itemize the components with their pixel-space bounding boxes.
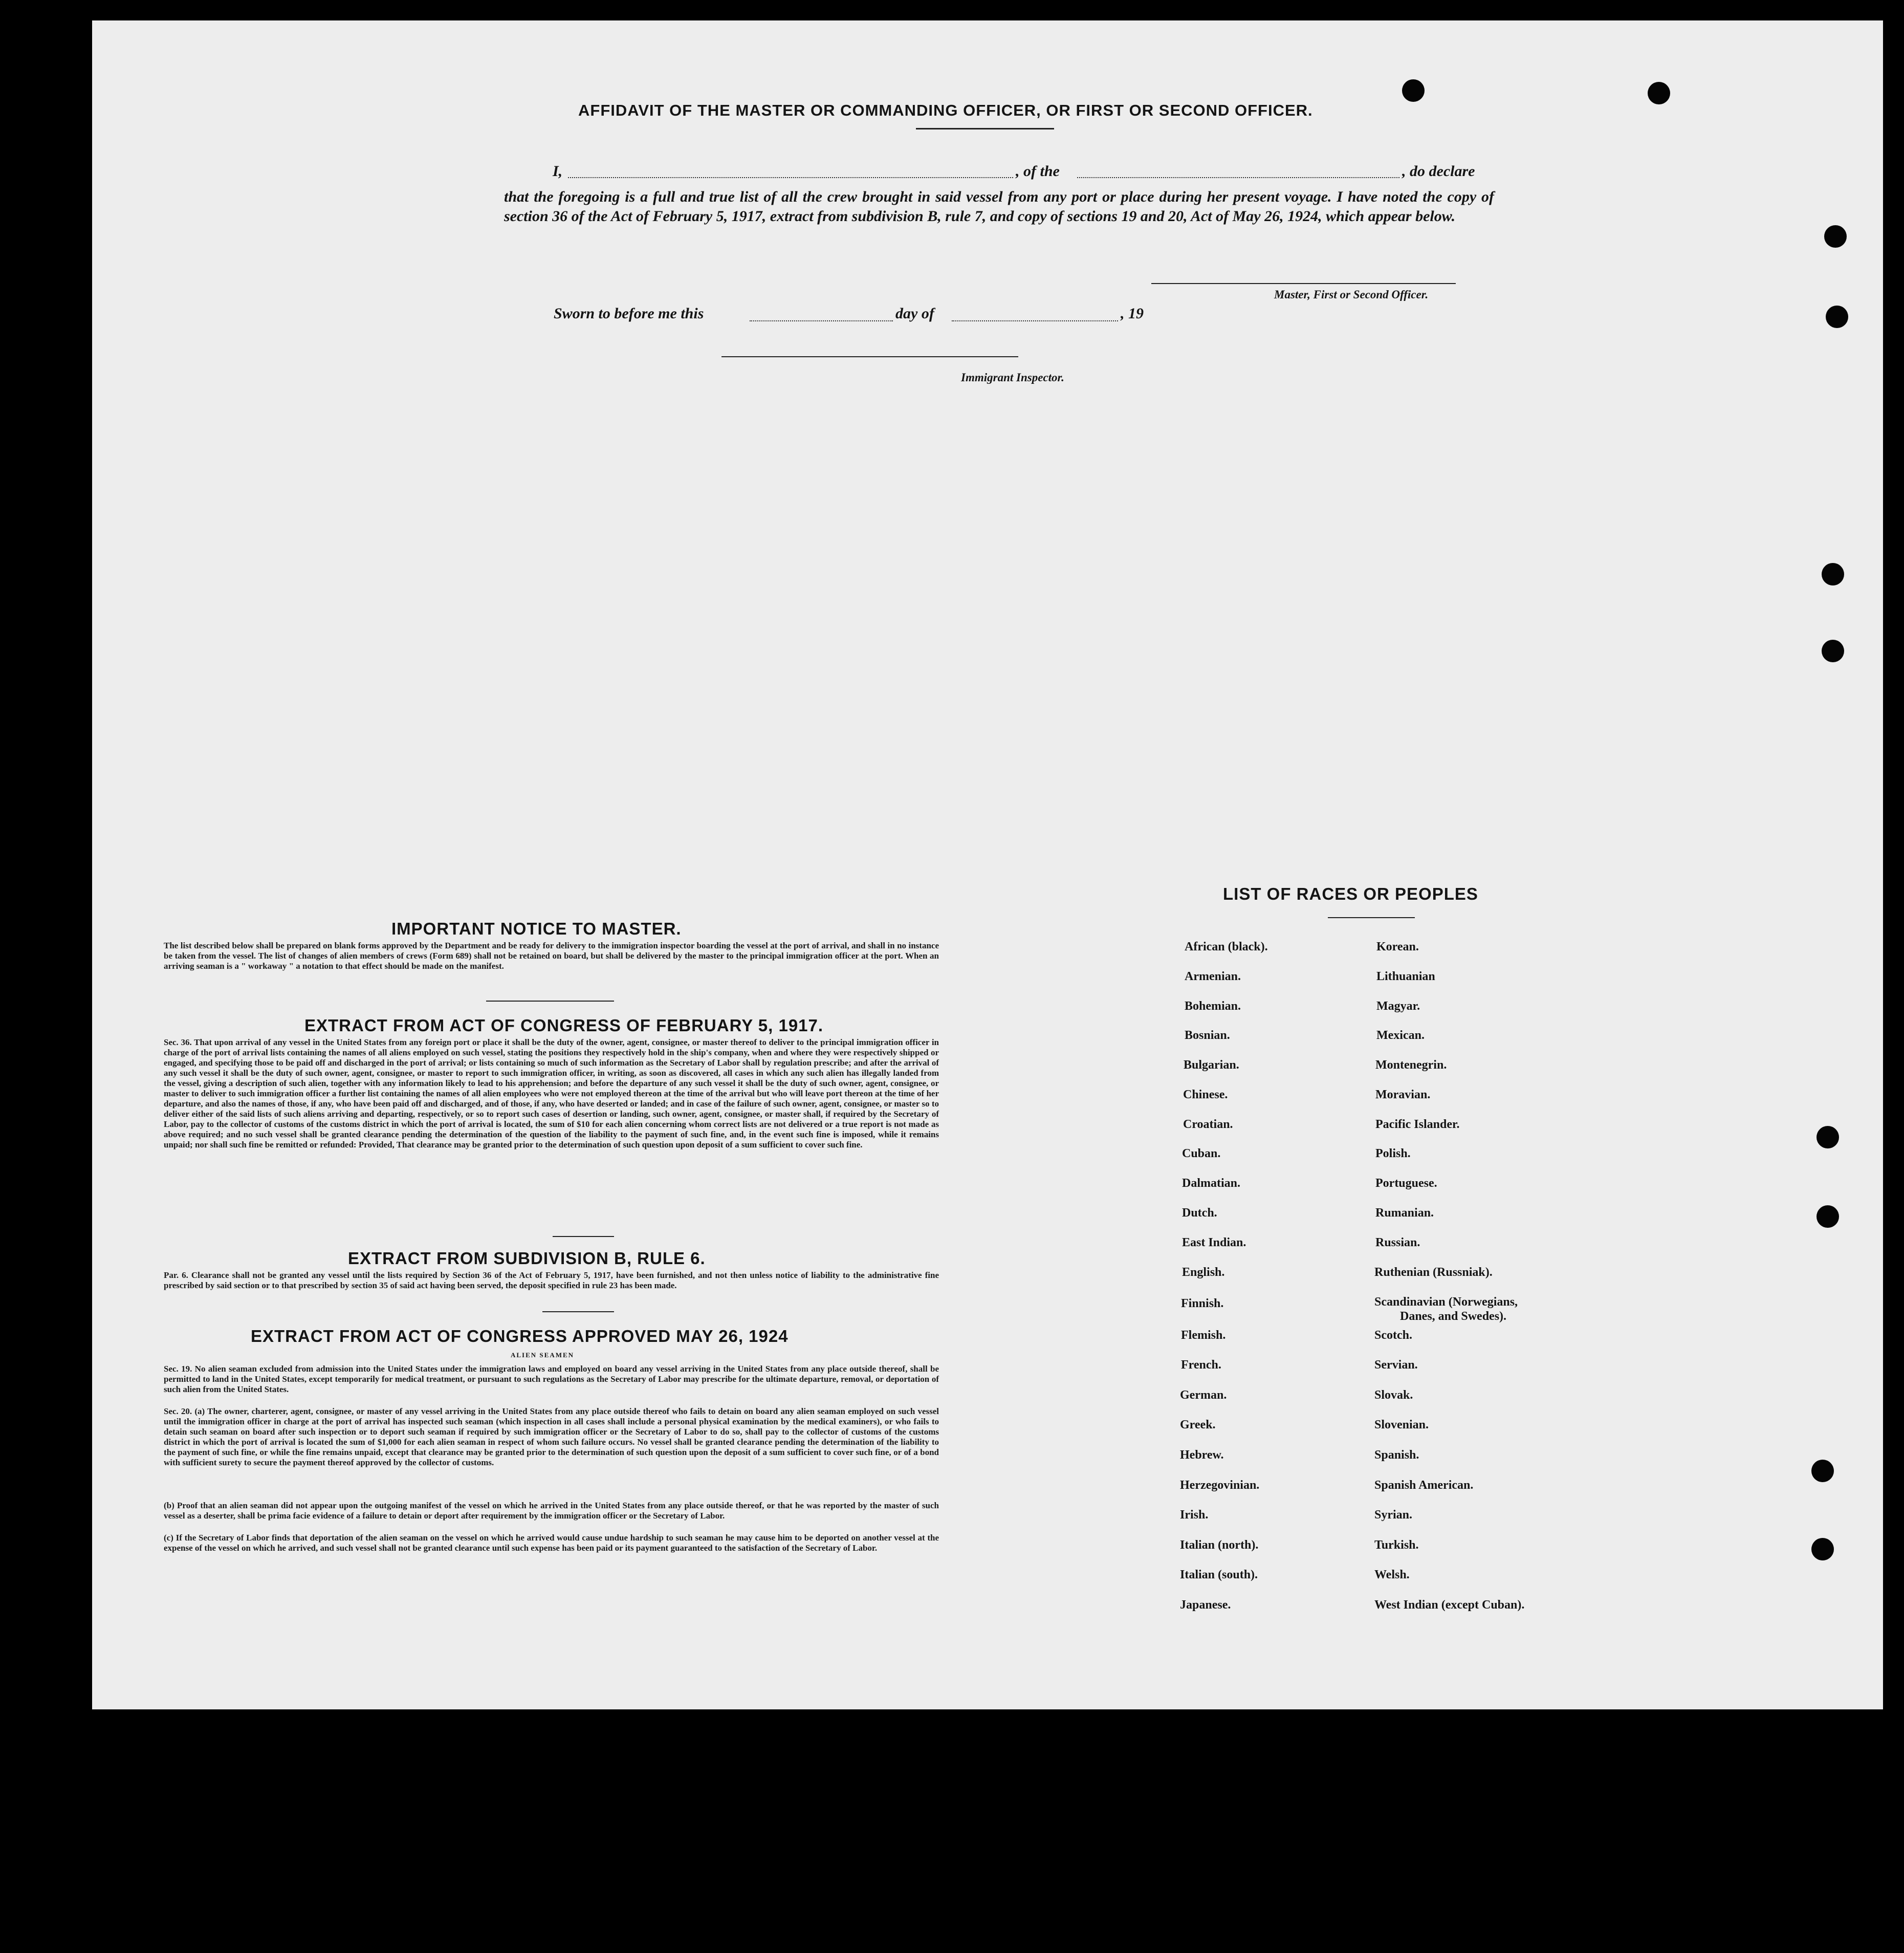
race-item: Dutch. [1182,1206,1217,1220]
notice-title: IMPORTANT NOTICE TO MASTER. [391,919,682,938]
notice-text: The list described below shall be prepared on blank forms approved by the Department and be ready for delivery to the immigration inspector boarding the vessel at the port of arrival, and shall in no instance be taken from the vessel. The list of changes of alien members of crews (Form 689) shall not be retained on board, but shall be delivered by the master to the principal immigration officer at the port. When an arriving seaman is a " workaway " a notation to that effect should be made on the manifest. [164,941,939,971]
extract-rule6-text: Par. 6. Clearance shall not be granted any vessel until the lists required by Section 36 of the Act of February 5, 1917, have been furnished, and not then unless notice of liability to the administrative fine prescribed by said section or to that prescribed by section 35 of said act having been served, the deposit specified in rule 23 has been made. [164,1270,939,1290]
master-signature-label: Master, First or Second Officer. [1274,288,1429,301]
sworn-prefix: Sworn to before me this [554,305,704,322]
affidavit-do-declare: , do declare [1402,163,1475,180]
race-item: Flemish. [1181,1329,1226,1342]
race-item: Irish. [1180,1508,1209,1522]
race-item: Polish. [1375,1147,1411,1160]
race-item: Spanish American. [1374,1479,1474,1492]
race-item: Scotch. [1374,1329,1412,1342]
extract-1917-title: EXTRACT FROM ACT OF CONGRESS OF FEBRUARY 5, 1917. [304,1016,824,1035]
race-item: French. [1181,1358,1221,1372]
race-item: African (black). [1185,940,1268,953]
sec20a-text: Sec. 20. (a) The owner, charterer, agent, consignee, or master of any vessel arriving in the United States from any place outside thereof who fails to detain on board any alien seaman employed on such vessel until the immigration officer in charge at the port of arrival has inspected such seaman (which inspection in all cases shall include a personal physical examination by the medical examiners), or who fails to detain such seaman on board after such inspection or to deport such seaman if required by such immigration officer or the Secretary of Labor to do so, shall pay to the collector of customs of the customs district in which the port of arrival is located the sum of $1,000 for each alien seaman in respect of whom such failure occurs. No vessel shall be granted clearance pending the determination of the liability to the payment of such fine, or while the fine remains unpaid, except that clearance may be granted prior to the determination of such question upon the deposit of a sum sufficient to cover such fine, or of a bond with sufficient surety to secure the payment thereof approved by the collector of customs. [164,1406,939,1467]
notice-rule [486,1001,614,1002]
punch-hole [1811,1460,1834,1482]
race-item: Croatian. [1183,1118,1233,1131]
race-item: German. [1180,1388,1227,1402]
extract-1917-rule [553,1236,614,1237]
day-fill-line [750,320,893,321]
race-item: Scandinavian (Norwegians, [1374,1295,1518,1309]
affidavit-title-rule [916,128,1054,129]
race-item: Russian. [1375,1236,1420,1249]
race-item: Greek. [1180,1418,1216,1431]
race-item: Bosnian. [1185,1029,1230,1042]
inspector-signature-line [721,356,1018,357]
race-item: Armenian. [1185,970,1241,983]
race-item: Ruthenian (Russniak). [1374,1266,1493,1279]
race-item: Servian. [1374,1358,1418,1372]
race-item: Dalmatian. [1182,1177,1240,1190]
race-item: Magyar. [1376,1000,1420,1013]
race-item: Montenegrin. [1375,1058,1447,1072]
sec20c-text: (c) If the Secretary of Labor finds that deportation of the alien seaman on the vessel on which he arrived would cause undue hardship to such seaman he may cause him to be deported on another vessel at the expense of the vessel on which he arrived, and such vessel shall not be granted clearance until such expense has been paid or its payment guaranteed to the satisfaction of the Secretary of Labor. [164,1533,939,1553]
punch-hole [1817,1126,1839,1148]
race-item: Slovenian. [1374,1418,1429,1431]
race-item: Mexican. [1376,1029,1425,1042]
race-item: English. [1182,1266,1225,1279]
punch-hole [1822,640,1844,662]
race-item: Pacific Islander. [1375,1118,1460,1131]
extract-rule6-rule [542,1311,614,1312]
punch-hole [1826,306,1848,328]
race-item: Italian (south). [1180,1568,1258,1581]
punch-hole [1817,1205,1839,1228]
extract-1924-title: EXTRACT FROM ACT OF CONGRESS APPROVED MAY 26, 1924 [251,1327,789,1346]
race-item: Welsh. [1374,1568,1410,1581]
day-of: day of [895,305,934,322]
affidavit-title: AFFIDAVIT OF THE MASTER OR COMMANDING OFFICER, OR FIRST OR SECOND OFFICER. [578,101,1313,119]
sec19-text: Sec. 19. No alien seaman excluded from admission into the United States under the immigration laws and employed on board any vessel arriving in the United States from any place outside thereof, shall be permitted to land in the United States, except temporarily for medical treatment, or pursuant to such regulations as the Secretary of Labor may prescribe for the ultimate departure, removal, or deportation of such alien from the United States. [164,1364,939,1394]
affidavit-i: I, [553,163,563,180]
vessel-fill-line [1077,177,1399,178]
race-item: Herzegovinian. [1180,1479,1260,1492]
master-signature-line [1151,283,1456,284]
sec20b-text: (b) Proof that an alien seaman did not appear upon the outgoing manifest of the vessel on which he arrived in the United States from any place outside thereof, or that he was reported by the master of such vessel as a deserter, shall be prima facie evidence of a failure to detain or deport after requirement by the immigration officer or the Secretary of Labor. [164,1501,939,1521]
race-item: Rumanian. [1375,1206,1434,1220]
race-item: Turkish. [1374,1538,1419,1552]
alien-seamen-label: ALIEN SEAMEN [511,1351,575,1359]
punch-hole [1402,79,1425,102]
race-item: Italian (north). [1180,1538,1259,1552]
race-item: Portuguese. [1375,1177,1437,1190]
race-item: Cuban. [1182,1147,1221,1160]
punch-hole [1824,225,1847,248]
punch-hole [1811,1538,1834,1560]
affidavit-of-the: , of the [1016,163,1060,180]
race-item: Bohemian. [1185,1000,1241,1013]
extract-1917-text: Sec. 36. That upon arrival of any vessel in the United States from any foreign port or place it shall be the duty of the owner, agent, consignee, or master thereof to deliver to the principal immigration officer in charge of the port of arrival lists containing the names of all aliens employed on such vessel, stating the positions they respectively hold in the ship's company, when and where they were respectively shipped or engaged, and specifying those to be paid off and discharged in the port of arrival; or lists containing so much of such information as the Secretary of Labor shall by regulation prescribe; and after the arrival of any such vessel it shall be the duty of such owner, agent, consignee, or master to report to such immigration officer, in writing, as soon as discovered, all cases in which any such alien has illegally landed from the vessel, giving a description of such alien, together with any information likely to lead to his apprehension; and before the departure of any such vessel it shall be the duty of such owner, agent, consignee, or master to deliver to such immigration officer a further list containing the names of all alien employees who were not employed thereon at the time of the arrival but who will leave port thereon at the time of her departure, and also the names of those, if any, who have been paid off and discharged, and of those, if any, who have deserted or landed; and in case of the failure of such owner, agent, consignee, or master so to deliver either of the said lists of such aliens arriving and departing, respectively, or so to report such cases of desertion or landing, such owner, agent, consignee, or master shall, if required by the Secretary of Labor, pay to the collector of customs of the customs district in which the port of arrival is located, the sum of $10 for each alien concerning whom correct lists are not delivered or a true report is not made as above required; and no such vessel shall be granted clearance pending the determination of the question of the liability to the payment of such fine, and, in the event such fine is imposed, while it remains unpaid; nor shall such fine be remitted or refunded: Provided, That clearance may be granted prior to the determination of such question upon deposit of a sum sufficient to cover such fine. [164,1037,939,1149]
race-item: Japanese. [1180,1598,1231,1612]
extract-rule6-title: EXTRACT FROM SUBDIVISION B, RULE 6. [348,1249,706,1268]
race-item: Korean. [1376,940,1419,953]
race-item: Spanish. [1374,1448,1419,1462]
punch-hole [1822,563,1844,585]
race-item: Slovak. [1374,1388,1413,1402]
race-item: Moravian. [1375,1088,1431,1101]
race-item: Chinese. [1183,1088,1228,1101]
race-item: Bulgarian. [1184,1058,1239,1072]
race-item: Hebrew. [1180,1448,1224,1462]
month-fill-line [952,320,1118,321]
races-title: LIST OF RACES OR PEOPLES [1223,884,1478,903]
name-fill-line [568,177,1013,178]
race-item: West Indian (except Cuban). [1374,1598,1525,1612]
race-item: East Indian. [1182,1236,1246,1249]
inspector-label: Immigrant Inspector. [961,371,1064,384]
race-item: Syrian. [1374,1508,1413,1522]
race-item: Finnish. [1181,1297,1224,1310]
affidavit-body: that the foregoing is a full and true list of all the crew brought in said vessel from any port or place during her present voyage. I have noted the copy of section 36 of the Act of February 5, 1917, extract from subdivision B, rule 7, and copy of sections 19 and 20, Act of May 26, 1924, which appear below. [504,188,1494,225]
race-item: Lithuanian [1376,970,1435,983]
race-item-continuation: Danes, and Swedes). [1400,1310,1507,1323]
punch-hole [1648,82,1670,104]
year-prefix: , 19 [1121,305,1144,322]
races-title-rule [1328,917,1415,918]
